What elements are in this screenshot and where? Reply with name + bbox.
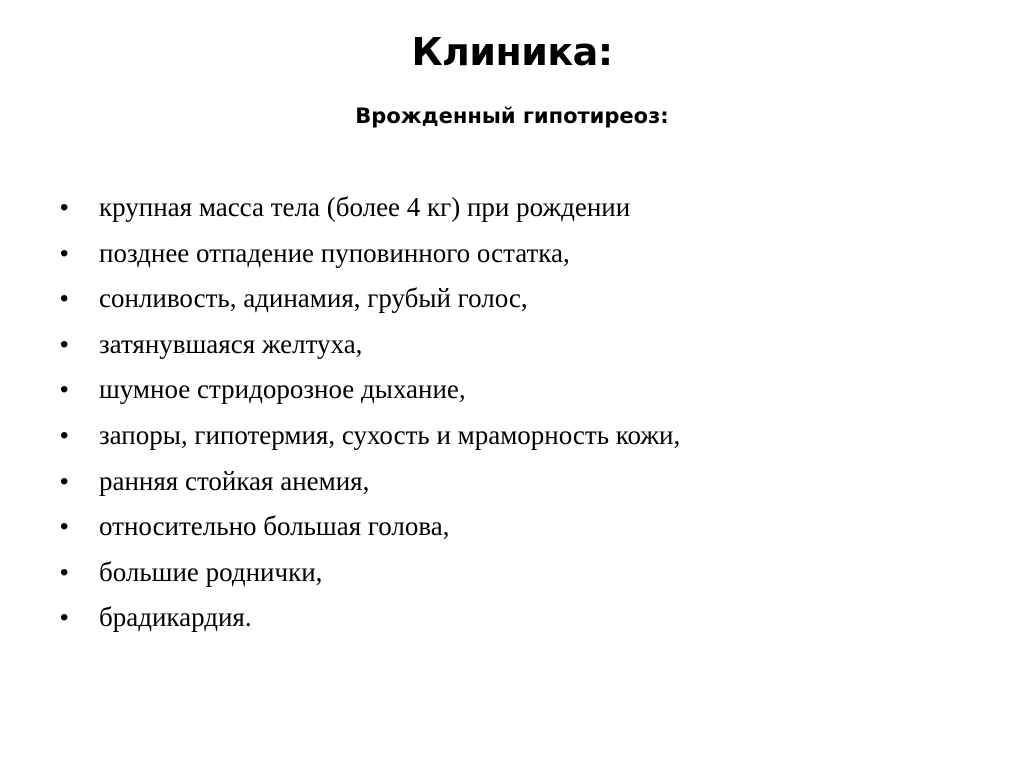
bullet-text: крупная масса тела (более 4 кг) при рождении [99,192,631,222]
bullet-text: ранняя стойкая анемия, [99,465,370,496]
bullet-icon: • [60,376,69,404]
bullet-icon: • [60,604,69,632]
bullet-item [60,459,980,505]
bullet-icon: • [60,421,69,449]
bullet-text: позднее отпадение пуповинного остатка, [99,237,570,268]
bullet-icon: • [60,285,69,313]
bullet-item [60,185,980,231]
bullet-item [60,322,980,368]
bullet-icon: • [60,239,69,267]
bullet-item [60,276,980,322]
bullet-text: относительно большая голова, [99,511,450,542]
bullet-item [60,367,980,413]
bullet-icon: • [60,330,69,358]
bullet-item [60,504,980,550]
bullet-icon: • [60,194,69,221]
bullet-item [60,595,980,641]
bullet-text: затянувшаяся желтуха, [99,328,363,359]
bullet-icon: • [60,513,69,541]
bullet-list [60,185,980,641]
bullet-text: большие роднички, [99,556,323,587]
slide-subtitle: Врожденный гипотиреоз: [355,104,669,128]
bullet-text: шумное стридорозное дыхание, [99,374,466,405]
bullet-text: сонливость, адинамия, грубый голос, [99,283,528,314]
bullet-text: запоры, гипотермия, сухость и мраморность кожи, [99,419,681,450]
bullet-icon: • [60,467,69,495]
bullet-item [60,413,980,459]
slide-title: Клиника: [411,30,613,74]
bullet-icon: • [60,558,69,586]
bullet-item [60,231,980,277]
bullet-item [60,550,980,596]
bullet-text: брадикардия. [99,602,252,633]
